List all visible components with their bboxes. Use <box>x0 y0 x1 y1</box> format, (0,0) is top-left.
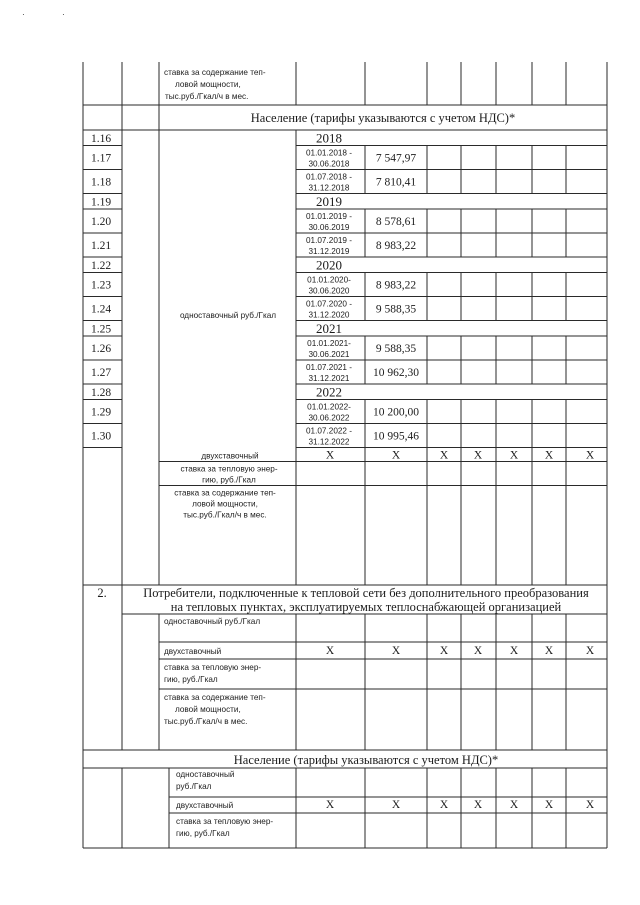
label-energy: гию, руб./Гкал <box>202 475 256 485</box>
tariff-value: 9 588,35 <box>375 343 417 355</box>
row-number: 1.17 <box>90 152 112 165</box>
x-mark: Х <box>509 645 519 657</box>
period-end: 30.06.2019 <box>308 223 350 232</box>
x-mark: Х <box>509 799 519 811</box>
x-mark: Х <box>325 645 335 657</box>
label-capacity: тыс.руб./Гкал/ч в мес. <box>183 510 267 520</box>
tariff-value: 8 983,22 <box>375 279 417 292</box>
period-start: 01.07.2018 - <box>306 172 352 182</box>
label-energy: гию, руб./Гкал <box>176 829 230 838</box>
tariff-value: 10 200,00 <box>373 406 419 419</box>
section-title: на тепловых пунктах, эксплуатируемых теплоснабжающей организацией <box>170 600 562 614</box>
period-start: 01.01.2022- <box>307 402 351 412</box>
label-two-part: двухставочный <box>164 647 222 656</box>
period-end: 31.12.2020 <box>308 310 350 320</box>
row-number: 1.30 <box>90 430 112 443</box>
x-mark: Х <box>473 799 483 811</box>
x-mark: Х <box>585 449 595 462</box>
x-mark: Х <box>585 799 595 811</box>
corner-mark: · <box>62 10 65 19</box>
x-mark: Х <box>473 645 483 657</box>
x-mark: Х <box>509 449 519 462</box>
row-number: 1.25 <box>90 323 112 336</box>
population-header: Население (тарифы указываются с учетом НДС)* <box>250 111 516 125</box>
label-energy: ставка за тепловую энер- <box>176 817 274 826</box>
x-mark: Х <box>544 449 554 462</box>
x-mark: Х <box>473 449 483 462</box>
period-start: 01.01.2021- <box>307 339 351 348</box>
label-capacity: ловой мощности, <box>175 80 241 89</box>
row-number: 1.23 <box>90 279 112 292</box>
period-start: 01.01.2019 - <box>306 212 352 221</box>
tariff-value: 7 810,41 <box>375 176 417 189</box>
tariff-value: 10 962,30 <box>373 367 419 379</box>
row-number: 1.26 <box>90 343 112 355</box>
x-mark: Х <box>544 645 554 657</box>
period-start: 01.01.2018 - <box>306 148 352 158</box>
label-capacity: тыс.руб./Гкал/ч в мес. <box>165 92 249 101</box>
row-number: 1.22 <box>90 260 112 272</box>
x-mark: Х <box>439 645 449 657</box>
row-number: 1.27 <box>90 367 112 379</box>
label-capacity: ловой мощности, <box>175 705 241 714</box>
label-single-part: одноставочный <box>176 770 235 779</box>
period-start: 01.07.2021 - <box>306 363 352 372</box>
period-end: 31.12.2018 <box>308 183 350 193</box>
population-header: Население (тарифы указываются с учетом НДС)* <box>233 753 499 767</box>
tariff-value: 8 983,22 <box>375 240 417 252</box>
x-mark: Х <box>325 449 335 462</box>
year-label: 2019 <box>316 194 342 209</box>
period-end: 31.12.2019 <box>308 247 350 256</box>
label-two-part: двухставочный <box>176 801 234 810</box>
year-label: 2018 <box>316 130 342 146</box>
row-number: 1.24 <box>90 303 112 316</box>
period-start: 01.07.2020 - <box>306 299 352 309</box>
period-start: 01.01.2020- <box>307 275 351 285</box>
label-energy: ставка за тепловую энер- <box>164 663 262 672</box>
row-number: 1.21 <box>90 240 112 252</box>
label-two-part: двухставочный <box>201 451 259 461</box>
x-mark: Х <box>391 799 401 811</box>
period-start: 01.07.2022 - <box>306 426 352 436</box>
corner-mark: · <box>22 10 25 19</box>
period-end: 30.06.2021 <box>308 350 350 359</box>
row-number: 1.29 <box>90 406 112 419</box>
tariff-value: 8 578,61 <box>375 216 417 228</box>
year-label: 2022 <box>316 384 342 400</box>
label-single-part: руб./Гкал <box>176 782 212 791</box>
tariff-value: 7 547,97 <box>375 152 417 165</box>
label-single-part: одноставочный руб./Гкал <box>179 311 277 320</box>
x-mark: Х <box>544 799 554 811</box>
x-mark: Х <box>439 799 449 811</box>
row-number: 1.18 <box>90 176 112 189</box>
x-mark: Х <box>391 449 401 462</box>
label-capacity: тыс.руб./Гкал/ч в мес. <box>164 717 248 726</box>
section-number: 2. <box>97 586 107 600</box>
row-number: 1.28 <box>90 387 112 399</box>
section-title: Потребители, подключенные к тепловой сети без дополнительного преобразования <box>143 586 589 600</box>
label-capacity: ставка за содержание теп- <box>164 693 266 702</box>
label-capacity: ставка за содержание теп- <box>164 68 266 77</box>
x-mark: Х <box>439 449 449 462</box>
tariff-value: 9 588,35 <box>375 303 417 316</box>
label-single-part: одноставочный руб./Гкал <box>164 617 261 626</box>
period-end: 30.06.2020 <box>308 286 350 296</box>
period-end: 31.12.2022 <box>308 437 350 447</box>
year-label: 2021 <box>316 321 342 336</box>
year-label: 2020 <box>316 257 342 273</box>
period-end: 31.12.2021 <box>308 374 350 383</box>
period-end: 30.06.2018 <box>308 159 350 169</box>
label-capacity: ставка за содержание теп- <box>174 488 276 498</box>
period-end: 30.06.2022 <box>308 413 350 423</box>
row-number: 1.19 <box>90 196 112 209</box>
label-energy: гию, руб./Гкал <box>164 675 218 684</box>
period-start: 01.07.2019 - <box>306 236 352 245</box>
x-mark: Х <box>325 799 335 811</box>
x-mark: Х <box>585 645 595 657</box>
label-energy: ставка за тепловую энер- <box>180 464 278 474</box>
label-capacity: ловой мощности, <box>192 499 258 509</box>
x-mark: Х <box>391 645 401 657</box>
row-number: 1.16 <box>90 133 112 145</box>
tariff-value: 10 995,46 <box>373 430 419 443</box>
row-number: 1.20 <box>90 216 112 228</box>
